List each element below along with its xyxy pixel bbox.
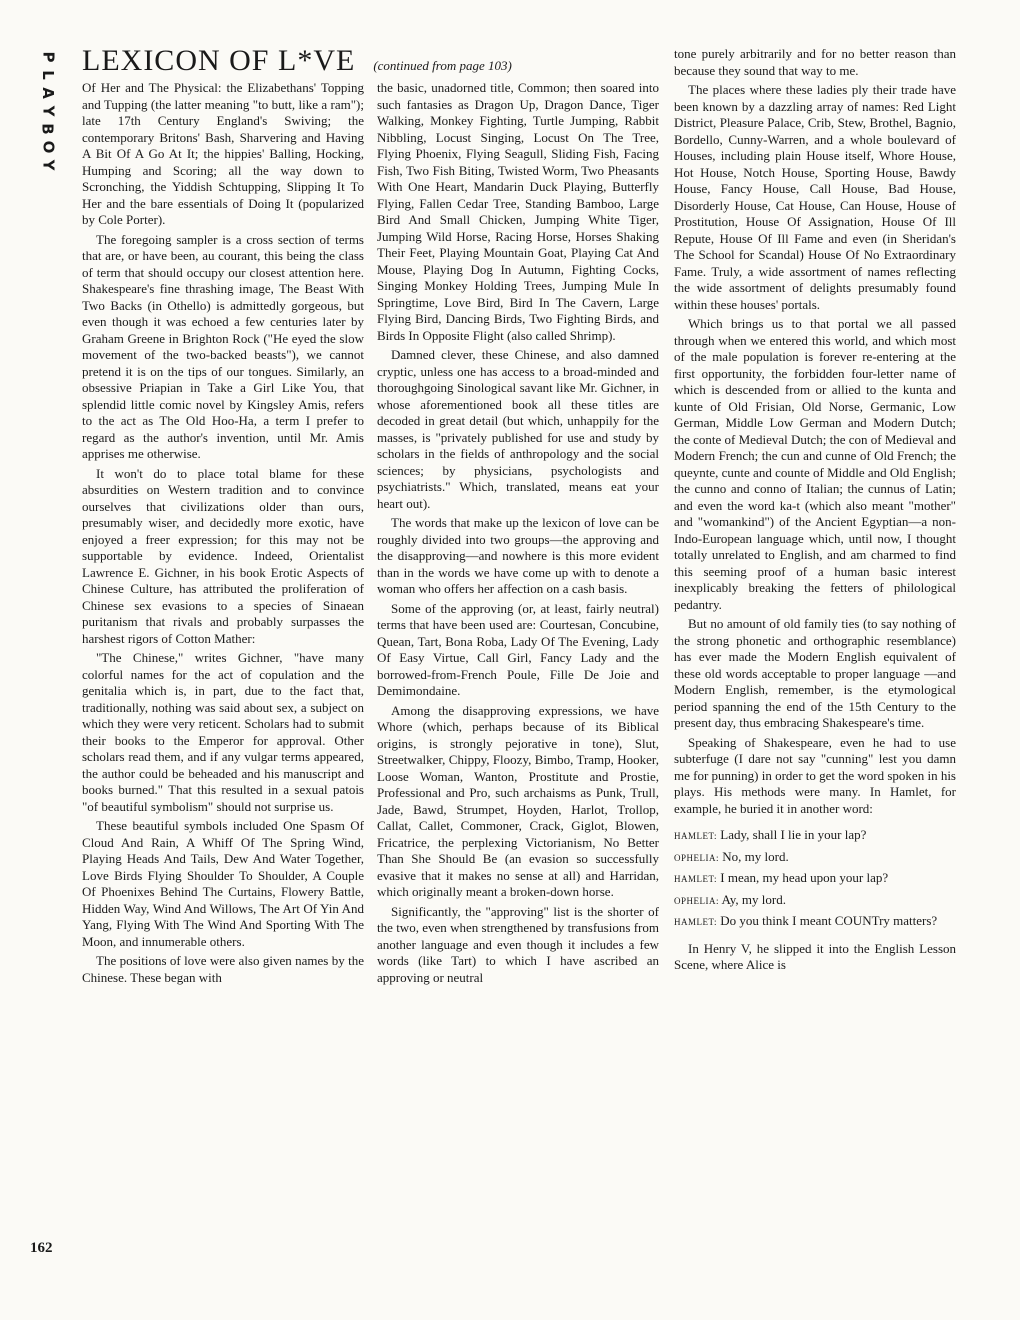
dialogue-line [674,849,956,867]
masthead-letter: O [38,140,57,154]
paragraph: the basic, unadorned title, Common; then soared into such fantasies as Dragon Up, Dragon Dance, Tiger Walking, Monkey Fighting, Turtle Jumping, Rabbit Nibbling, Locust Singing, Locust On The Tree, Flying Phoenix, Flying Seagull, Sliding Fish, Facing Fish, Two Fish Biting, Twisted Worm, Two Pheasants With One Heart, Mandarin Duck Playing, Butterfly Flying, Fallen Cedar Tree, Standing Bamboo, Large Bird And Small Chicken, Jumping White Tiger, Jumping Wild Horse, Racing Horse, Horses Shaking Their Feet, Playing Mountain Goat, Playing Cat And Mouse, Playing Dog In Autumn, Fighting Cocks, Singing Monkey Holding Trees, Jumping Mule In Springtime, Love Bird, Bird In The Cavern, Large Flying Bird, Dancing Birds, Two Fighting Birds, and Birds In Opposite Flight (also called Shrimp). [377,80,659,343]
paragraph: The positions of love were also given names by the Chinese. These began with [82,953,364,985]
play-dialogue [674,827,956,931]
speaker-name: HAMLET: [674,917,718,927]
paragraph: The foregoing sampler is a cross section of terms that are, or have been, au courant, this being the class of term that should occupy our closest attention here. Shakespeare's fine thrashing image, The Beast With Two Backs (in Othello) is admittedly gorgeous, but even though it was echoed a few centuries later by Graham Greene in Brighton Rock ("He eyed the slow movement of the two-backed beasts"), we cannot pretend it is on the tips of our tongues. Similarly, an obsessive Priapian in Take a Girl Like You, that splendid little comic novel by Kingsley Amis, refers to the act as The Old Hoo-Ha, a term I prefer to regard as the author's invention, until Mr. Amis apprises me otherwise. [82,231,364,461]
masthead-letter: Y [39,159,57,171]
text-column-1 [82,80,364,989]
speaker-name: OPHELIA: [674,852,719,863]
paragraph: The places where these ladies ply their trade have been known by a dazzling array of names: Red Light District, Pleasure Palace, Crib, Stew, Brothel, Bagnio, Bordello, Cunny-Warren, and a whole boulevard of Houses, including plain House itself, Whore House, Hot House, Notch House, Sporting House, Bawdy House, Fancy House, Call House, Bad House, Disorderly House, Cat House, Can House, House of Prostitution, House Of Assignation, House Of Ill Repute, House Of Ill Fame and even (in Sheridan's The School for Scandal) House Of No Extraordinary Fame. Truly, a wide assortment of names reflecting the wide assortment of delights presumably found within these houses' portals. [674,82,956,312]
article-headline [82,44,642,78]
dialogue-line [674,827,956,845]
paragraph: "The Chinese," writes Gichner, "have many colorful names for the act of copulation and the genitalia which is, in part, due to the fact that, traditionally, nothing was said about sex, a subject on which they were very reticent. Scholars had to submit their books to the Emperor for approval. Other scholars read them, and if any vulgar terms appeared, the author could be beheaded and his manuscript and books burned." That this resulted in a sexual patois "of beautiful symbolism" should not surprise us. [82,650,364,814]
paragraph: These beautiful symbols included One Spasm Of Cloud And Rain, A Whiff Of The Spring Wind, Playing Heads And Tails, Dew And Water Together, Love Birds Flying Shoulder To Shoulder, A Couple Of Phoenixes Behind The Curtains, Flowery Battle, Hidden Way, Wind And Willows, The Art Of Yin And Yang, Flying With The Wind And Sporting With The Moon, and innumerable others. [82,818,364,949]
text-column-2 [377,80,659,989]
paragraph: In Henry V, he slipped it into the English Lesson Scene, where Alice is [674,940,956,972]
paragraph: Speaking of Shakespeare, even he had to use subterfuge (I dare not say "cunning" lest you damn me for punning) in order to get the word spoken in his plays. His methods were many. In Hamlet, for example, he buried it in another word: [674,734,956,816]
speaker-name: HAMLET: [674,874,718,884]
dialogue-line [674,892,956,910]
page-number: 162 [30,1240,53,1256]
masthead-letter: L [39,70,57,80]
dialogue-line [674,913,956,931]
dialogue-text: I mean, my head upon your lap? [720,870,889,885]
masthead-letter: B [39,123,57,135]
magazine-masthead-vertical [36,48,60,174]
speaker-name: OPHELIA: [674,895,719,906]
text-column-3 [674,46,956,977]
dialogue-text: Do you think I meant COUNTry matters? [720,913,938,928]
paragraph: tone purely arbitrarily and for no better reason than because they sound that way to me. [674,46,956,78]
paragraph: But no amount of old family ties (to say nothing of the strong phonetic and orthographic resemblance) has ever made the Modern English equivalent of these old words acceptable to proper language —and Modern English, remember, is the etymological period spanning the end of the 15th Century to the present day, thus embracing Shakespeare's time. [674,616,956,730]
masthead-letter: P [39,51,57,63]
continued-note: (continued from page 103) [373,58,512,73]
paragraph: The words that make up the lexicon of love can be roughly divided into two groups—the approving and the disapproving—and nowhere is this more evident than in the words we have come up with to denote a woman who offers her affection on a cash basis. [377,515,659,596]
paragraph: Among the disapproving expressions, we have Whore (which, perhaps because of its Biblical origins, is strongly pejorative in tone), Slut, Streetwalker, Chippy, Floozy, Bimbo, Tramp, Hooker, Loose Woman, Wanton, Prostitute and Prostie, Professional and Pro, such archaisms as Punk, Trull, Jade, Bawd, Strumpet, Hoyden, Harlot, Trollop, Callat, Callet, Commoner, Crack, Giglot, Blowen, Fricatrice, the perplexing Victorianism, No Better Than She Should Be (an evasion so successfully evasive that it makes no sense at all) and Harridan, which originally meant a broken-down horse. [377,702,659,899]
dialogue-text: Ay, my lord. [721,891,786,907]
paragraph: Some of the approving (or, at least, fairly neutral) terms that have been used are: Courtesan, Concubine, Quean, Tart, Bona Roba, Lady Of The Evening, Lady Of Easy Virtue, Call Girl, Fancy Lady and the borrowed-from-French Poule, Fille De Joie and Demimondaine. [377,600,659,698]
paragraph: Which brings us to that portal we all passed through when we entered this world, and which most of the male population is forever re-entering at the first opportunity, the forbidden four-letter name of which is descended from or allied to the kunta and kunte of Old Frisian, Old Norse, Germanic, Low German, Middle Low German and Modern Dutch; the conte of Medieval Dutch; the con of Medieval and Modern French; the cun and cunne of Old French; the queynte, cunte and counte of Middle and Old English; the cunno and conno of Italian; the cunnus of Latin; and even the word ka-t (which also meant "mother" and "womankind") of the Ancient Egyptian—a non-Indo-European language which, until now, I thought totally unrelated to English, and am charmed to find this seeming proof of a human basic interest inexplicably breaking the fetters of philological pedantry. [674,316,956,612]
article-title: LEXICON OF L*VE [82,44,356,77]
paragraph: Significantly, the "approving" list is the shorter of the two, even when strengthened by transfusions from another language and even though it includes a few words (like Tart) to which I have ascribed an approving or neutral [377,903,659,985]
masthead-letter: Y [39,105,57,117]
masthead-letter: A [38,87,57,99]
paragraph: It won't do to place total blame for these absurdities on Western tradition and to convince ourselves that civilizations older than ours, presumably wiser, and decidedly more exotic, have enjoyed a freer expression; for this may not be supportable by evidence. Indeed, Orientalist Lawrence E. Gichner, in his book Erotic Aspects of Chinese Culture, has attributed the proliferation of Chinese sex evasions to a species of Sinaean puritanism that rivals and probably surpasses the harshest rigors of Cotton Mather: [82,465,364,646]
paragraph: Of Her and The Physical: the Elizabethans' Topping and Tupping (the latter meaning "to butt, like a ram"); late 17th Century England's Swiving; the contemporary Britons' Bash, Sharvering and Having A Bit Of A Go At It; the hippies' Balling, Hocking, Humping and Scoring; all the way down to Scronching, the Yiddish Schtupping, Slipping It To Her and the bare essentials of Doing It (popularized by Cole Porter). [82,80,364,227]
dialogue-text: Lady, shall I lie in your lap? [720,827,867,842]
dialogue-text: No, my lord. [722,848,789,864]
dialogue-line [674,870,956,888]
paragraph: Damned clever, these Chinese, and also damned cryptic, unless one has access to a broad-minded and thoroughgoing Sinological savant like Mr. Gichner, in whose aforementioned book all these titles are decoded in great detail (but which, unhappily for the masses, is "privately published for use and study by scholars in the fields of anthropology and the social sciences; by physicians, psychologists and psychiatrists." Which, translated, means eat your heart out). [377,347,659,511]
speaker-name: HAMLET: [674,831,718,841]
